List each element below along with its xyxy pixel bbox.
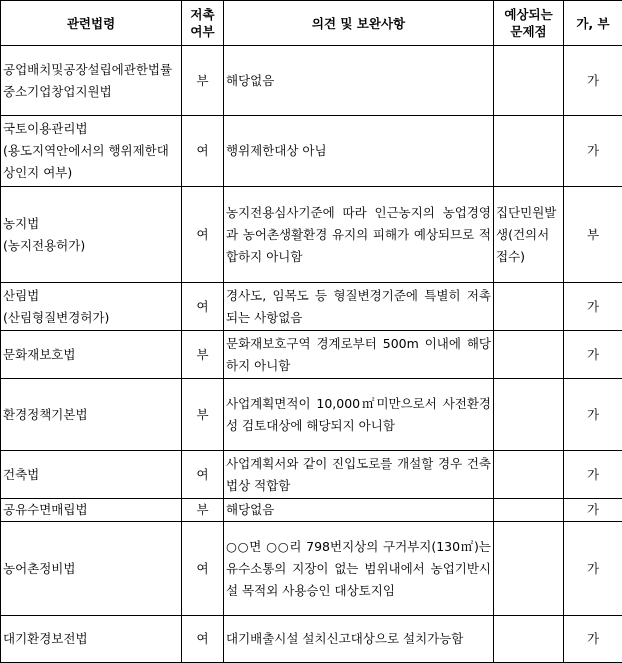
restricted-cell: 여 bbox=[182, 451, 224, 499]
verdict-cell: 가 bbox=[564, 116, 622, 187]
header-restricted: 저촉 여부 bbox=[182, 1, 224, 46]
opinion-cell: 농지전용심사기준에 따라 인근농지의 농업경영과 농어촌생활환경 유지의 피해가 예상되므로 적합하지 아니함 bbox=[224, 187, 494, 283]
problems-cell bbox=[494, 616, 564, 663]
header-problems: 예상되는 문제점 bbox=[494, 1, 564, 46]
verdict-cell: 가 bbox=[564, 616, 622, 663]
restricted-cell: 부 bbox=[182, 379, 224, 451]
restricted-cell: 부 bbox=[182, 331, 224, 379]
restricted-cell: 여 bbox=[182, 522, 224, 616]
verdict-cell: 가 bbox=[564, 522, 622, 616]
problems-cell bbox=[494, 116, 564, 187]
law-cell: 공유수면매립법 bbox=[1, 499, 182, 522]
opinion-cell: 행위제한대상 아님 bbox=[224, 116, 494, 187]
verdict-cell: 가 bbox=[564, 283, 622, 331]
verdict-cell: 가 bbox=[564, 331, 622, 379]
header-row bbox=[1, 1, 622, 46]
restricted-cell: 여 bbox=[182, 116, 224, 187]
restricted-cell: 부 bbox=[182, 499, 224, 522]
verdict-cell: 가 bbox=[564, 451, 622, 499]
problems-cell bbox=[494, 379, 564, 451]
table-row bbox=[1, 331, 622, 379]
law-cell: 건축법 bbox=[1, 451, 182, 499]
verdict-cell: 부 bbox=[564, 187, 622, 283]
table-row bbox=[1, 522, 622, 616]
restricted-cell: 여 bbox=[182, 283, 224, 331]
opinion-cell: 경사도, 임목도 등 형질변경기준에 특별히 저촉되는 사항없음 bbox=[224, 283, 494, 331]
problems-cell bbox=[494, 451, 564, 499]
problems-cell bbox=[494, 283, 564, 331]
verdict-cell: 가 bbox=[564, 46, 622, 116]
opinion-cell: 문화재보호구역 경계로부터 500m 이내에 해당하지 아니함 bbox=[224, 331, 494, 379]
law-cell: 국토이용관리법 (용도지역안에서의 행위제한대상인지 여부) bbox=[1, 116, 182, 187]
law-cell: 농지법 (농지전용허가) bbox=[1, 187, 182, 283]
problems-cell: 집단민원발생(건의서 접수) bbox=[494, 187, 564, 283]
verdict-cell: 가 bbox=[564, 379, 622, 451]
problems-cell bbox=[494, 522, 564, 616]
opinion-cell: 해당없음 bbox=[224, 499, 494, 522]
problems-cell bbox=[494, 331, 564, 379]
opinion-cell: 해당없음 bbox=[224, 46, 494, 116]
table-row bbox=[1, 187, 622, 283]
law-cell: 환경정책기본법 bbox=[1, 379, 182, 451]
header-law: 관련법령 bbox=[1, 1, 182, 46]
problems-cell bbox=[494, 499, 564, 522]
table-row bbox=[1, 283, 622, 331]
verdict-cell: 가 bbox=[564, 499, 622, 522]
table-row bbox=[1, 116, 622, 187]
opinion-cell: 대기배출시설 설치신고대상으로 설치가능함 bbox=[224, 616, 494, 663]
restricted-cell: 여 bbox=[182, 187, 224, 283]
restricted-cell: 부 bbox=[182, 46, 224, 116]
table-row bbox=[1, 499, 622, 522]
table-row bbox=[1, 46, 622, 116]
table-row bbox=[1, 379, 622, 451]
problems-cell bbox=[494, 46, 564, 116]
law-cell: 농어촌정비법 bbox=[1, 522, 182, 616]
opinion-cell: 사업계획면적이 10,000㎡미만으로서 사전환경성 검토대상에 해당되지 아니함 bbox=[224, 379, 494, 451]
header-opinion: 의견 및 보완사항 bbox=[224, 1, 494, 46]
opinion-cell: ○○면 ○○리 798번지상의 구거부지(130㎡)는 유수소통의 지장이 없는 범위내에서 농업기반시설 목적외 사용승인 대상토지임 bbox=[224, 522, 494, 616]
law-cell: 대기환경보전법 bbox=[1, 616, 182, 663]
law-cell: 산림법 (산림형질변경허가) bbox=[1, 283, 182, 331]
table-row bbox=[1, 616, 622, 663]
law-cell: 공업배치및공장설립에관한법률 중소기업창업지원법 bbox=[1, 46, 182, 116]
law-cell: 문화재보호법 bbox=[1, 331, 182, 379]
table-row bbox=[1, 451, 622, 499]
opinion-cell: 사업계획서와 같이 진입도로를 개설할 경우 건축법상 적합함 bbox=[224, 451, 494, 499]
header-verdict: 가, 부 bbox=[564, 1, 622, 46]
table-body bbox=[1, 46, 622, 663]
restricted-cell: 여 bbox=[182, 616, 224, 663]
